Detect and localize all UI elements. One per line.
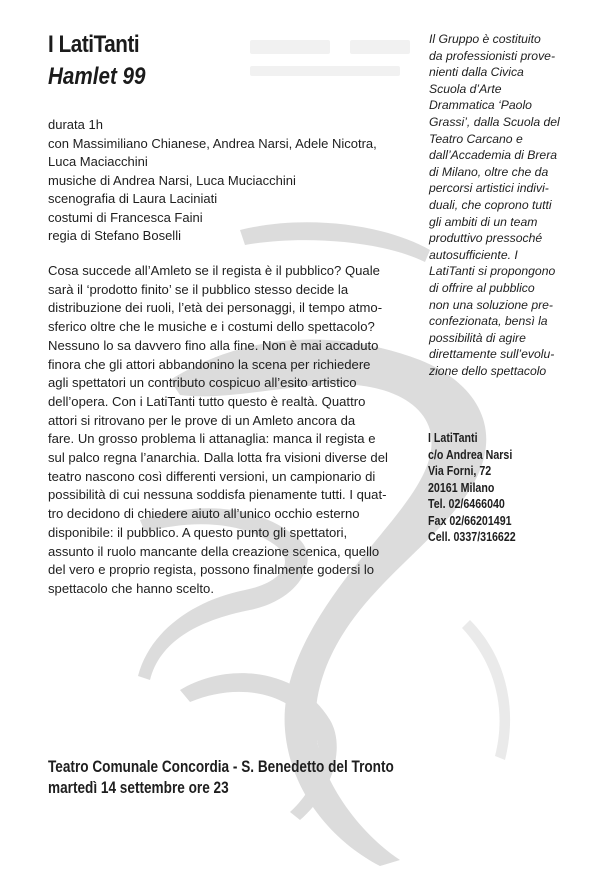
contact-phone: Tel. 02/6466040 (428, 496, 505, 511)
description-line: Cosa succede all’Amleto se il regista è il pubblico? Quale (48, 263, 380, 278)
sidebar-line: produttivo pressoché (429, 231, 543, 246)
ghost-text-c (250, 66, 400, 76)
description-paragraph (48, 262, 408, 599)
description-line: del vero e proprio regista, possono finalmente godersi lo (48, 562, 375, 578)
description-line: sul palco regna l’anarchia. Dalla lotta fra visioni diverse del (48, 450, 388, 466)
contact-block (428, 430, 567, 546)
description-line: teatro nascono così differenti versioni, un campionario di (48, 468, 376, 484)
credits-line: Luca Maciacchini (48, 154, 148, 169)
sidebar-line: da professionisti prove- (429, 48, 555, 63)
sidebar-line: di offrire al pubblico (429, 280, 535, 295)
description-line: spettacolo che hanno scelto. (48, 580, 214, 596)
sidebar-line: di Milano, oltre che da (429, 164, 549, 179)
description-line: sferico oltre che le musiche e i costumi dello spettacolo? (48, 319, 375, 335)
description-line: fare. Un grosso problema li attanaglia: manca il regista e (48, 431, 376, 447)
contact-fax: Fax 02/66201491 (428, 512, 512, 528)
description-line: assunto il ruolo mancante della creazione scenica, quello (48, 543, 380, 559)
sidebar-line: Drammatica ‘Paolo (429, 98, 532, 113)
venue-footer (48, 756, 464, 798)
sidebar-line: direttamente sull’evolu- (429, 347, 555, 362)
description-line: attori si ritrovano per le prove di un Amleto ancora da (48, 412, 356, 428)
sidebar-line: duali, che coprono tutti (429, 197, 552, 212)
description-line: possibilità di cui nessuna soddisfa pienamente tutti. I quat- (48, 487, 387, 503)
credits-line: costumi di Francesca Faini (48, 209, 203, 225)
description-line: dell’opera. Con i LatiTanti tutto questo è realtà. Quattro (48, 393, 366, 409)
ghost-text-a (250, 40, 330, 54)
sidebar-line: dall’Accademia di Brera (429, 148, 558, 163)
sidebar-line: Grassi’, dalla Scuola del (429, 114, 560, 129)
sidebar-line: possibilità di agire (429, 330, 526, 345)
sidebar-line: gli ambiti di un team (429, 214, 538, 229)
credits-line: musiche di Andrea Narsi, Luca Muciacchini (48, 172, 296, 188)
event-date: martedì 14 settembre ore 23 (48, 778, 229, 797)
description-line: agli spettatori un contributo cospicuo all’esito artistico (48, 375, 357, 391)
contact-city: 20161 Milano (428, 479, 495, 495)
sidebar-line: percorsi artistici indivi- (429, 181, 549, 196)
contact-care-of: c/o Andrea Narsi (428, 446, 513, 462)
page-title: I LatiTanti (48, 31, 140, 58)
sidebar-line: Il Gruppo è costituito (429, 32, 541, 46)
credits-line: regia di Stefano Boselli (48, 228, 181, 243)
description-line: tro decidono di chiedere aiuto all’unico occhio esterno (48, 506, 360, 522)
page-subtitle: Hamlet 99 (48, 63, 146, 90)
sidebar-line: zione dello spettacolo (429, 363, 547, 378)
credits-line: con Massimiliano Chianese, Andrea Narsi, Adele Nicotra, (48, 135, 377, 151)
sidebar-line: Scuola d’Arte (429, 81, 502, 96)
venue-name: Teatro Comunale Concordia - S. Benedetto del Tronto (48, 757, 394, 776)
description-line: finora che gli attori abbandonino la scena per richiedere (48, 356, 371, 372)
sidebar-line: LatiTanti si propongono (429, 264, 556, 279)
contact-street: Via Forni, 72 (428, 463, 492, 478)
group-description-sidebar (429, 31, 594, 379)
sidebar-line: nienti dalla Civica (429, 65, 524, 80)
description-line: Nessuno lo sa davvero fino alla fine. Non è mai accaduto (48, 337, 379, 353)
credits-line: scenografia di Laura Laciniati (48, 191, 218, 206)
sidebar-line: Teatro Carcano e (429, 131, 523, 146)
sidebar-line: confezionata, bensì la (429, 314, 548, 329)
brush-stroke-faint (462, 620, 510, 760)
ghost-text-b (350, 40, 410, 54)
description-line: disponibile: il pubblico. A questo punto gli spettatori, (48, 524, 348, 540)
sidebar-line: autosufficiente. I (429, 247, 518, 262)
description-line: distribuzione dei ruoli, l’età dei personaggi, il tempo atmo- (48, 300, 383, 316)
credits-block (48, 116, 408, 246)
contact-name: I LatiTanti (428, 430, 478, 445)
credits-line: durata 1h (48, 117, 103, 132)
contact-mobile: Cell. 0337/316622 (428, 529, 516, 544)
sidebar-line: non una soluzione pre- (429, 297, 553, 312)
description-line: sarà il ‘prodotto finito’ se il pubblico stesso decide la (48, 281, 349, 297)
